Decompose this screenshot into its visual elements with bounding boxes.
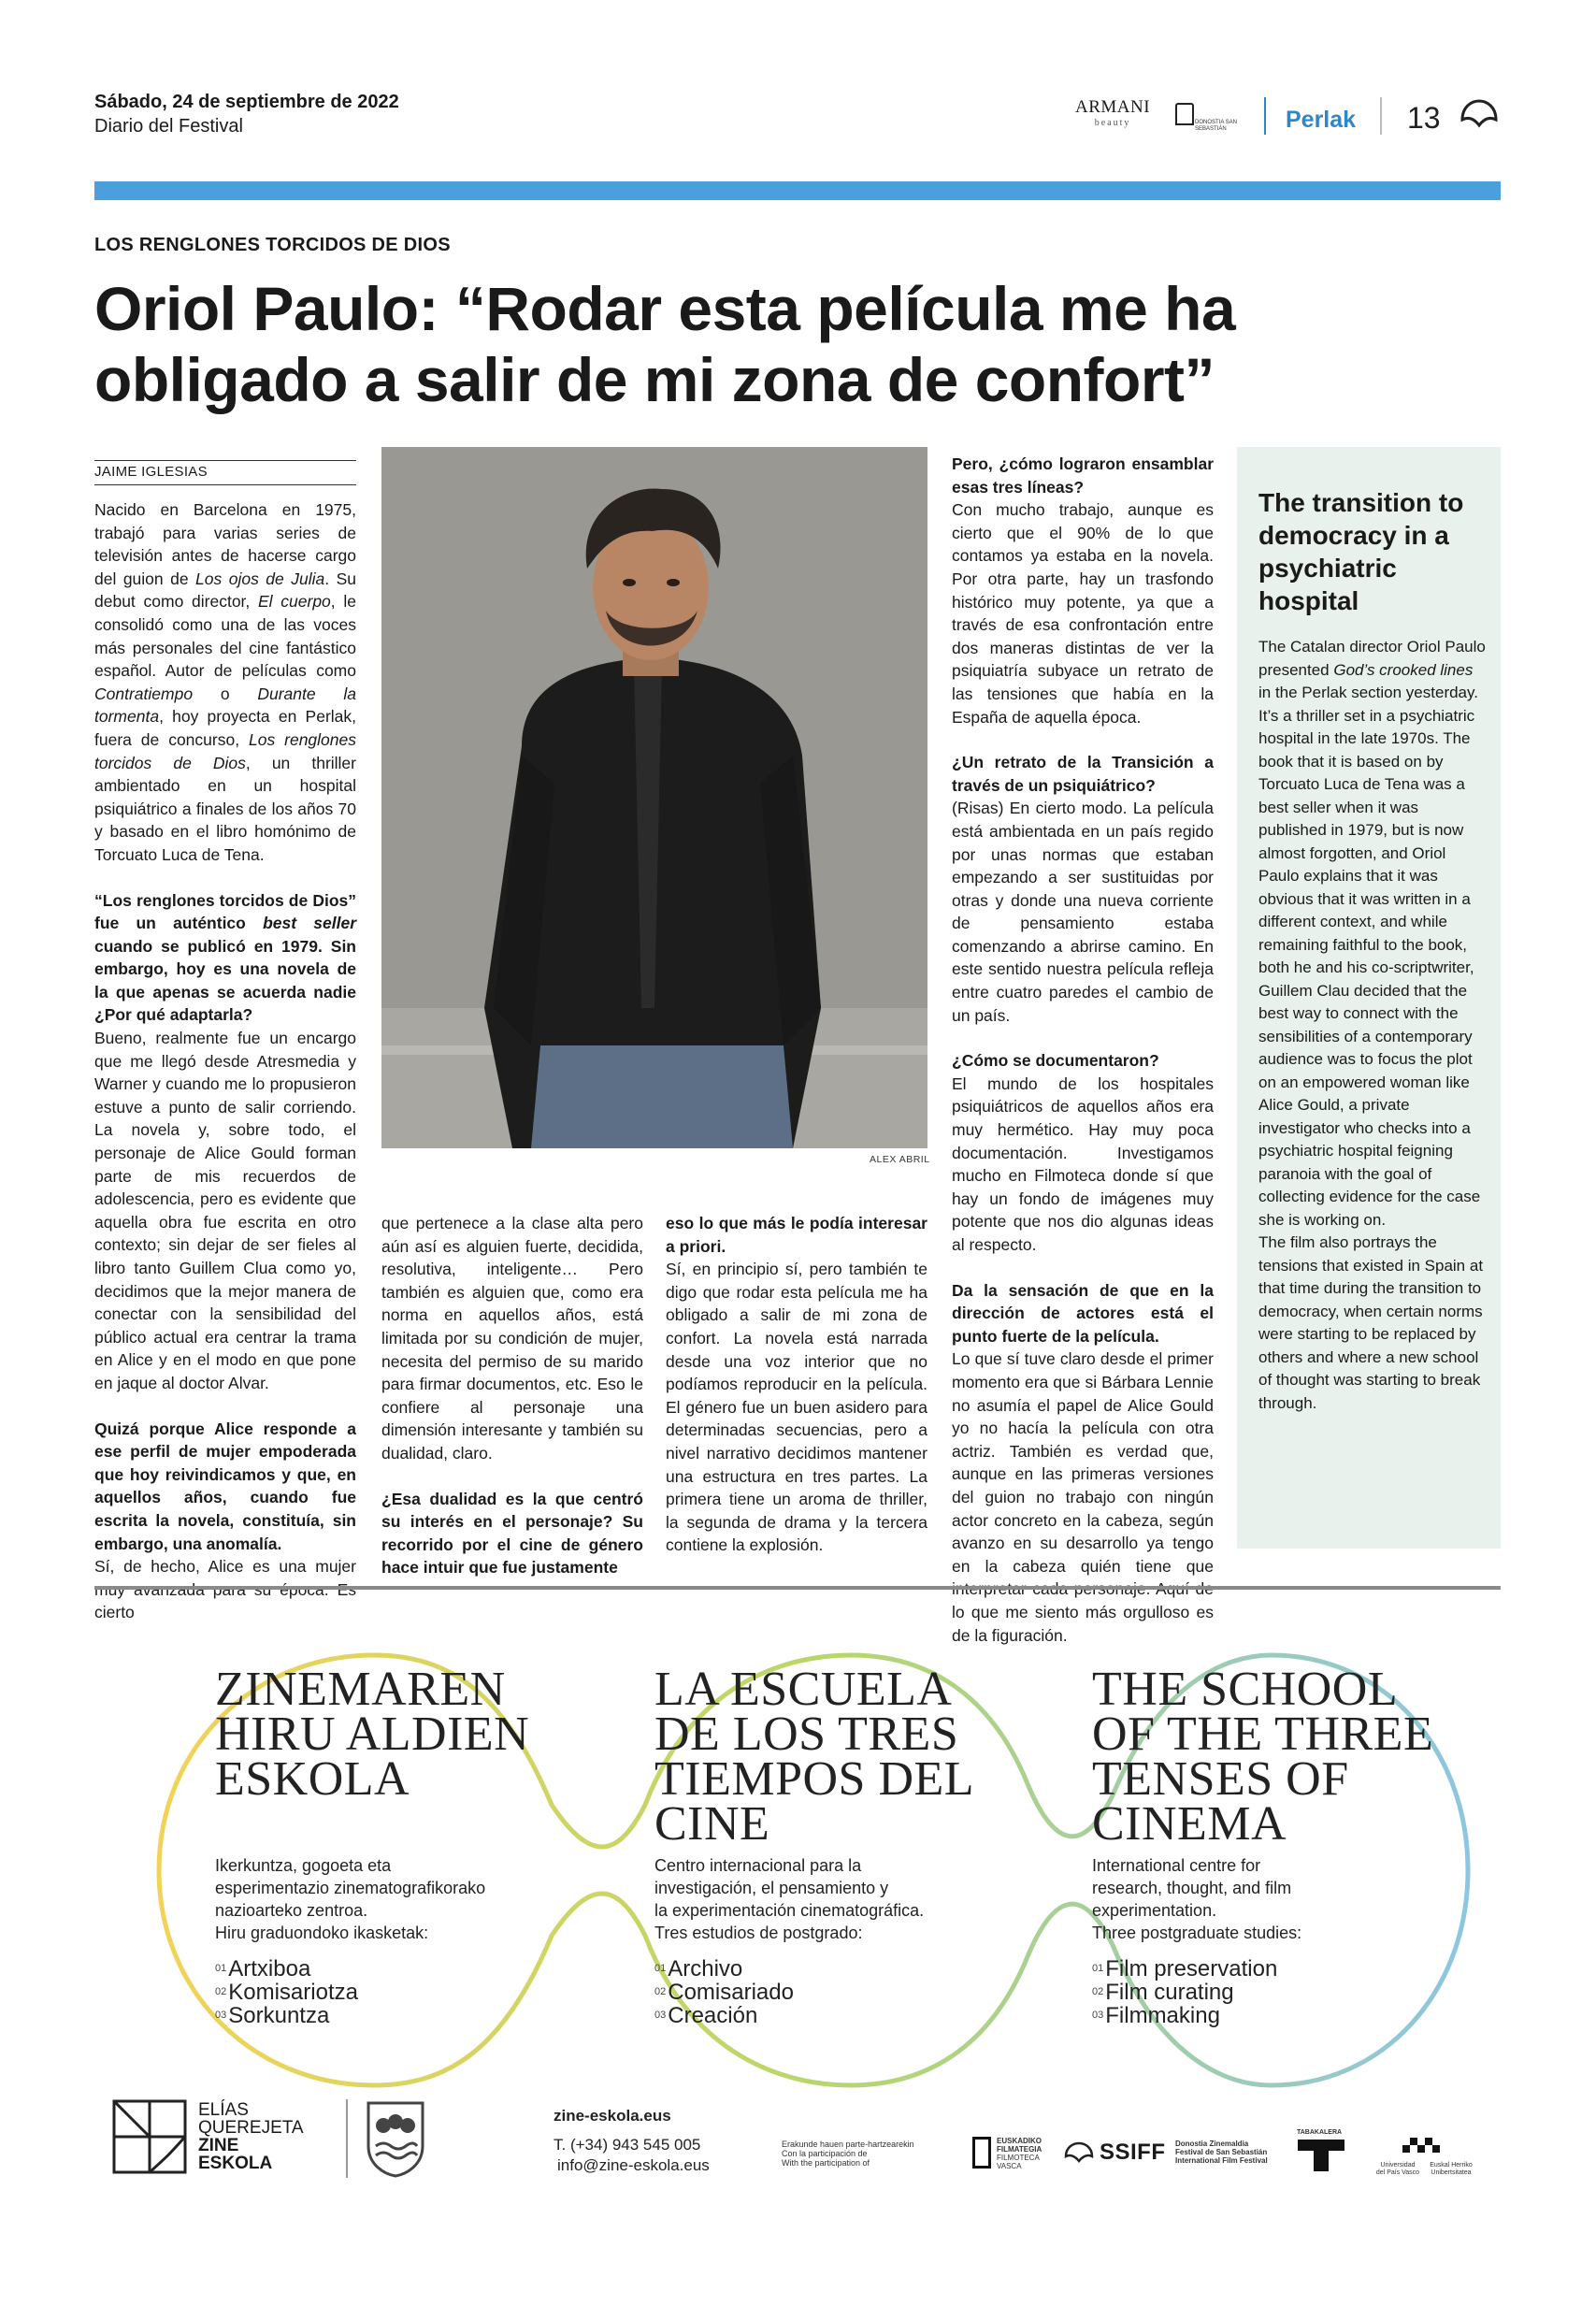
byline: JAIME IGLESIAS xyxy=(94,464,208,480)
portrait-photo xyxy=(381,447,927,1148)
sidebar-paragraph-2: The film also portrays the tensions that existed in Spain at that time during the transition to democracy, when certain norms were starting to be replaced by others and where a new school of thought was starting to break through. xyxy=(1258,1233,1484,1412)
sponsor-name: ARMANI xyxy=(1075,97,1151,117)
participation-note: Erakunde hauen parte-hartzearekin Con la participación de With the participation of xyxy=(782,2140,914,2168)
byline-rule-bottom xyxy=(94,484,356,485)
filmoteca-logo-icon xyxy=(972,2137,991,2169)
ad-desc-basque: Ikerkuntza, gogoeta eta esperimentazio zinematografikorako nazioarteko zentroa. Hiru graduondoko ikasketak: xyxy=(215,1856,486,1942)
article-column-2 xyxy=(381,1212,643,1579)
question-7: Da la sensación de que en la dirección de actores está el punto fuerte de la película. xyxy=(952,1280,1214,1346)
answer-4: Con mucho trabajo, aunque es cierto que el 90% de lo que contamos ya estaba en la novela. Por otra parte, hay un trasfondo histórico muy potente, ya que a través de esa confrontación entre dos maneras distintas de ver la psiquiatría subyace un retrato de las tensiones que había en la España de aquella época. xyxy=(952,500,1214,727)
question-4: Pero, ¿cómo lograron ensamblar esas tres líneas? xyxy=(952,454,1214,497)
answer-2-part-1: Sí, de hecho, Alice es una mujer cierto xyxy=(94,1557,356,1622)
list-item: $^{03}$Creación xyxy=(654,2003,758,2028)
question-3-part-2: eso lo que más le podía interesar a priori. xyxy=(666,1214,927,1256)
answer-1: Bueno, realmente fue un encargo que me llegó desde Atresmedia y Warner y cuando me lo propusieron estuve a punto de salir corriendo. La novela y, sobre todo, el personaje de Alice Gould forman parte de mis recuerdos de adolescencia, pero es evidente que aquella obra fue escrita en otro contexto; sin dejar de ser fieles al libro tanto Guillem Clua como yo, decidimos que la mejor manera de conectar con la sensibilidad del público actual era centrar la trama en Alice y en el modo en que pone en jaque al doctor Alvar. xyxy=(94,1029,356,1392)
ad-title-spanish: LA ESCUELA DE LOS TRES TIEMPOS DEL CINE xyxy=(654,1663,975,1851)
ad-desc-spanish: Centro internacional para la investigación, el pensamiento y la experimentación cinematográfica. Tres estudios de postgrado: xyxy=(654,1856,925,1942)
city-crest-icon xyxy=(1175,103,1194,125)
logo-divider xyxy=(346,2099,348,2178)
ad-divider xyxy=(94,1586,1501,1590)
tabakalera-logo-icon xyxy=(1298,2140,1344,2171)
issue-date: Sábado, 24 de septiembre de 2022 xyxy=(94,92,399,112)
header-divider-2 xyxy=(1380,97,1382,135)
ad-list-spanish xyxy=(654,1957,794,2027)
school-logo-text: ELÍAS QUEREJETA ZINE ESKOLA xyxy=(198,2100,304,2173)
upv-ehu-logo-icon xyxy=(1402,2134,1440,2158)
article-headline xyxy=(94,273,1478,415)
answer-6: El mundo de los hospitales psiquiátricos de aquellos años era muy hermético. Hay muy poca documentación. Investigamos mucho en Filmoteca donde sí que hay un fondo de imágenes muy potente que nos dio algunas ideas al respecto. xyxy=(952,1074,1214,1254)
section-color-bar xyxy=(94,181,1501,200)
school-website-link[interactable]: zine-eskola.eus xyxy=(554,2107,671,2125)
section-name: Perlak xyxy=(1286,107,1357,133)
article-column-3 xyxy=(666,1212,927,1557)
answer-3: Sí, en principio sí, pero también te digo que rodar esta película me ha obligado a salir de mi zona de confort. La novela está narrada desde una voz interior que no podíamos reproducir en la película. El género fue un buen asidero para determinadas secuencias, pero a nivel narrativo decidimos mantener una estructura en tres partes. La primera tiene un aroma de thriller, la segunda de drama y la tercera contiene la explosión. xyxy=(666,1260,927,1555)
headline-line-1: Oriol Paulo: “Rodar esta película me ha xyxy=(94,274,1236,343)
question-2: Quizá porque Alice responde a ese perfil de mujer empoderada que hoy reivindicamos y que, en aquellos años, cuando fue escrita la novela, constituía, sin embargo, una anomalía. xyxy=(94,1419,356,1553)
sidebar-body xyxy=(1258,636,1488,1415)
city-logo-text: DONOSTIA SAN SEBASTIÁN xyxy=(1195,120,1238,132)
ad-desc-english: International centre for research, thought, and film experimentation. Three postgraduate studies: xyxy=(1092,1856,1302,1942)
byline-rule-top xyxy=(94,460,356,461)
ehu-label: Euskal Herriko Unibertsitatea xyxy=(1430,2162,1473,2176)
list-item: $^{03}$Filmmaking xyxy=(1092,2003,1220,2028)
portrait-illustration xyxy=(381,447,927,1148)
page-number: 13 xyxy=(1407,101,1441,135)
list-item: $^{03}$Sorkuntza xyxy=(215,2003,330,2028)
answer-5: (Risas) En cierto modo. La película está ambientada en un país regido por unas normas que estaban empezando a ser sustituidas por otras y donde una nueva corriente de pensamiento estaba comenzando a abrirse camino. En este sentido nuestra película refleja entre cuatro paredes el cambio de un país. xyxy=(952,799,1214,1025)
intro-paragraph: Nacido en Barcelona en 1975, trabajó para varias series de televisión antes de hacerse cargo del guion de Los ojos de Julia. Su debut como director, El cuerpo, le consolidó como una de las voces más personales del cine fantástico español. Autor de películas como Contratiempo o Durante la tormenta, hoy proyecta en Perlak, fuera de concurso, Los renglones torcidos de Dios, un thriller ambientado en un hospital psiquiátrico a finales de los años 70 y basado en el libro homónimo de Torcuato Luca de Tena. xyxy=(94,500,356,864)
tabakalera-label: TABAKALERA xyxy=(1297,2129,1343,2136)
school-logo-icon xyxy=(112,2099,187,2174)
sponsor-logo xyxy=(1075,97,1150,128)
basque-government-crest-icon xyxy=(365,2099,426,2178)
ad-title-english: THE SCHOOL OF THE THREE TENSES OF CINEMA xyxy=(1092,1663,1434,1851)
answer-7: Lo que sí tuve claro desde el primer momento era que si Bárbara Lennie no asumía el papel de Alice Gould yo no hacía la película con otra actriz. También es verdad que, aunque en las primeras versiones del guion no trabajo con ningún actor concreto en la cabeza, según avanzo en su desarrollo ya tengo en la cabeza quién tiene que lo que me siento más orgulloso es de la figuración. xyxy=(952,1349,1214,1645)
question-6: ¿Cómo se documentaron? xyxy=(952,1051,1159,1071)
headline-line-2: obligado a salir de mi zona de confort” xyxy=(94,345,1215,414)
question-5: ¿Un retrato de la Transición a través de un psiquiátrico? xyxy=(952,753,1214,795)
ssiff-logo-sub: Donostia Zinemaldia Festival de San Sebastián International Film Festival xyxy=(1175,2140,1268,2165)
list-item: $^{02}$Komisariotza xyxy=(215,1980,358,2005)
publication-name: Diario del Festival xyxy=(94,116,243,137)
ssiff-shell-icon xyxy=(1064,2141,1094,2166)
header-divider xyxy=(1264,97,1266,135)
school-phone: T. (+34) 943 545 005 xyxy=(554,2136,701,2154)
ad-block-basque xyxy=(215,1663,530,1806)
question-3-part-1: ¿Esa dualidad es la que centró su interés en el personaje? Su recorrido por el cine de género hace intuir que fue justamente xyxy=(381,1489,643,1578)
list-item: $^{01}$Film preservation xyxy=(1092,1956,1278,1981)
ssiff-logo: SSIFF xyxy=(1100,2140,1166,2165)
list-item: $^{01}$Archivo xyxy=(654,1956,743,1981)
photo-credit: ALEX ABRIL xyxy=(870,1154,930,1165)
sidebar-paragraph-1: The Catalan director Oriol Paulo presented God’s crooked lines in the Perlak section yesterday. It’s a thriller set in a psychiatric hospital in the late 1970s. The book that it is based on by Torcuato Luca de Tena was a best seller when it was published in 1979, but is now almost forgotten, and Oriol Paulo explains that it was obvious that it was written in a different context, and while remaining faithful to the book, both he and his co-scriptwriter, Guillem Clau decided that the best way to connect with the sensibilities of a contemporary audience was to focus the plot on an empowered woman like Alice Gould, a private investigator who checks into a psychiatric hospital feigning paranoia with the goal of collecting evidence for the case she is working on. xyxy=(1258,638,1486,1229)
ad-list-english xyxy=(1092,1957,1277,2027)
list-item: $^{02}$Comisariado xyxy=(654,1980,794,2005)
answer-2-part-2: que pertenece a la clase alta pero aún así es alguien fuerte, decidida, resolutiva, inteligente… Pero también es alguien que, como era norma en aquellos años, está limitada por su condición de mujer, necesita del permiso de su marido para firmar documentos, etc. Eso le confiere al personaje una dimensión interesante y también su dualidad, claro. xyxy=(381,1214,643,1463)
article-kicker: LOS RENGLONES TORCIDOS DE DIOS xyxy=(94,235,451,255)
sponsor-sub: beauty xyxy=(1094,118,1131,128)
school-email-link[interactable]: info@zine-eskola.eus xyxy=(557,2156,710,2174)
article-column-4 xyxy=(952,453,1214,1647)
question-1: “Los renglones torcidos de Dios” fue un auténtico best seller cuando se publicó en 1979. Sin embargo, hoy es una novela de la que apenas se acuerda nadie ¿Por qué adaptarla? xyxy=(94,890,357,1025)
festival-shell-icon xyxy=(1459,97,1500,135)
sidebar-title: The transition to democracy in a psychiatric hospital xyxy=(1258,488,1464,615)
ad-list-basque xyxy=(215,1957,358,2027)
article-column-1 xyxy=(94,498,356,1624)
list-item: $^{02}$Film curating xyxy=(1092,1980,1234,2005)
upv-label: Universidad del País Vasco xyxy=(1375,2162,1420,2176)
list-item: $^{01}$Artxiboa xyxy=(215,1956,311,1981)
ad-title-basque: ZINEMAREN HIRU ALDIEN ESKOLA xyxy=(215,1663,530,1806)
filmoteca-logo-text: EUSKADIKO FILMATEGIA FILMOTECA VASCA xyxy=(997,2137,1042,2170)
